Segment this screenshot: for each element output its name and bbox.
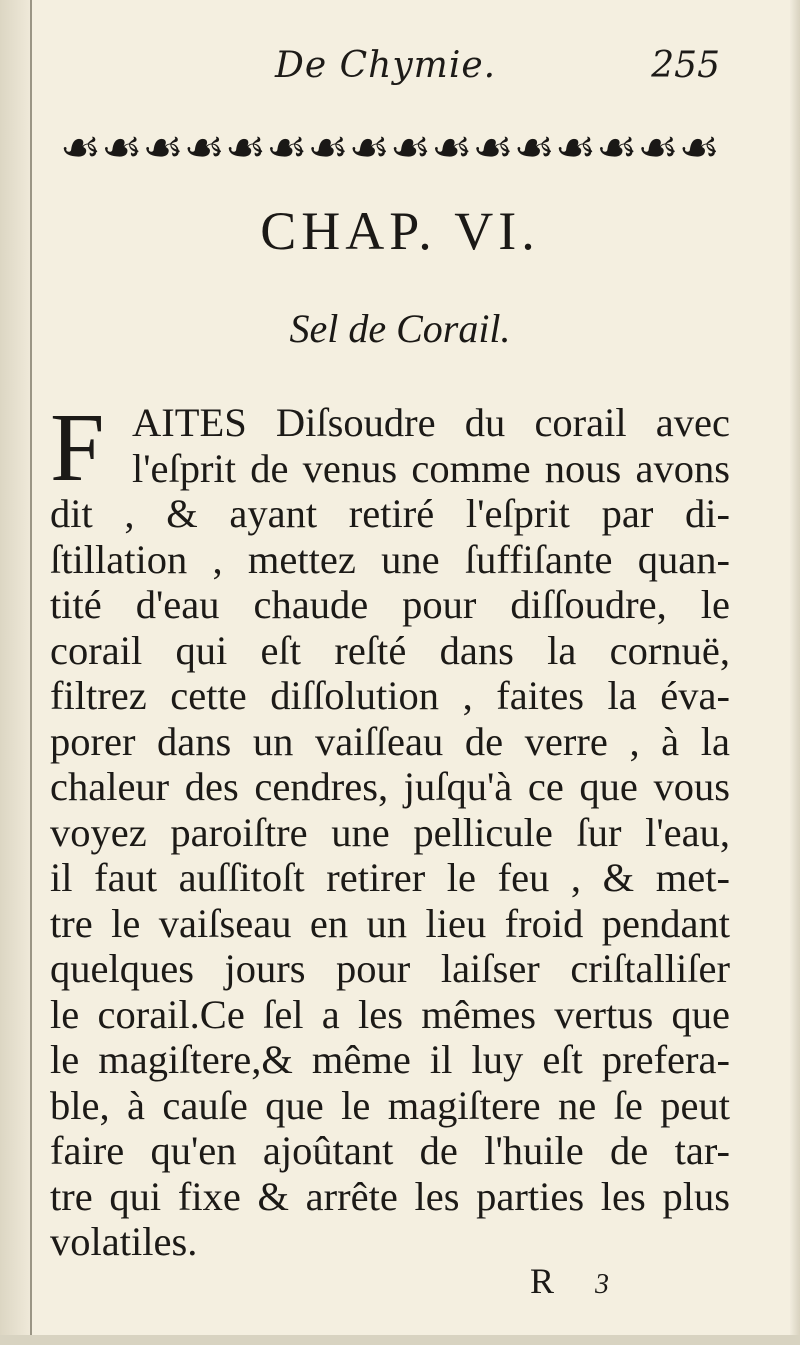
text-line: quelques jours pour laiſser criſtalliſer — [50, 946, 730, 991]
text-line: tre qui fixe & arrête les parties les plus — [50, 1173, 730, 1219]
text-line: tre le vaiſseau en un lieu froid pendant — [50, 900, 730, 946]
fleuron-icon: ☙ — [183, 120, 225, 174]
text-line: l'eſprit de venus comme nous avons — [132, 445, 730, 491]
text-line: ble, à cauſe que le magiſtere ne ſe peut — [50, 1082, 730, 1128]
text-line: faire qu'en ajoûtant de l'huile de tar- — [50, 1128, 730, 1173]
signature-mark: R — [530, 1261, 555, 1301]
fleuron-icon: ☙ — [678, 120, 720, 174]
text-line: tité d'eau chaude pour diſſoudre, le — [50, 582, 730, 627]
running-head — [60, 45, 720, 95]
text-line: AITES Diſsoudre du corail avec — [132, 400, 730, 445]
text-line: voyez paroiſtre une pellicule ſur l'eau, — [50, 809, 730, 855]
fleuron-icon: ☙ — [225, 120, 267, 174]
text-line: chaleur des cendres, juſqu'à ce que vous — [50, 764, 730, 809]
fleuron-icon: ☙ — [142, 120, 184, 174]
signature-number: 3 — [595, 1269, 610, 1300]
text-line: dit , & ayant retiré l'eſprit par di- — [50, 491, 730, 536]
fleuron-icon: ☙ — [60, 120, 102, 174]
text-line: il faut auſſitoſt retirer le feu , & met- — [50, 855, 730, 900]
fleuron-icon: ☙ — [101, 120, 143, 174]
fleuron-icon: ☙ — [555, 120, 597, 174]
fleuron-icon: ☙ — [390, 120, 432, 174]
ornament-band — [60, 117, 720, 177]
opening-lines — [50, 394, 730, 502]
chapter-title: CHAP. VI. — [260, 201, 540, 261]
chapter-subtitle: Sel de Corail. — [289, 306, 511, 351]
running-title: De Chymie. — [275, 45, 497, 86]
fleuron-icon: ☙ — [348, 120, 390, 174]
text-line: le magiſtere,& même il luy eſt prefera- — [50, 1037, 730, 1082]
text-line: porer dans un vaiſſeau de verre , à la — [50, 718, 730, 764]
catchwords — [530, 1260, 609, 1302]
fleuron-icon: ☙ — [472, 120, 514, 174]
text-line: corail qui eſt reſté dans la cornuë, — [50, 627, 730, 673]
text-line: ſtillation , mettez une ſuffiſante quan- — [50, 536, 730, 582]
fleuron-icon: ☙ — [513, 120, 555, 174]
fleuron-icon: ☙ — [307, 120, 349, 174]
drop-cap: F — [50, 394, 105, 502]
text-line: filtrez cette diſſolution , faites la éva- — [50, 673, 730, 718]
body-text — [50, 394, 730, 1265]
bottom-edge — [0, 1335, 800, 1345]
text-line: le corail.Ce ſel a les mêmes vertus que — [50, 991, 730, 1037]
fleuron-icon: ☙ — [266, 120, 308, 174]
page-number: 255 — [651, 45, 720, 86]
fleuron-icon: ☙ — [596, 120, 638, 174]
fleuron-icon: ☙ — [637, 120, 679, 174]
fleuron-icon: ☙ — [431, 120, 473, 174]
text-line: volatiles. — [50, 1219, 198, 1264]
